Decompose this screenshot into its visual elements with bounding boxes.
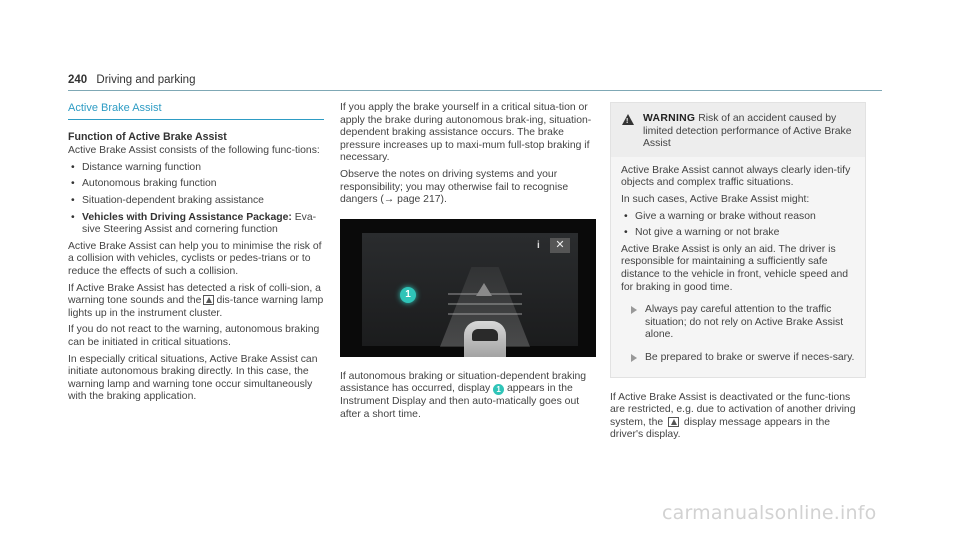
header-rule xyxy=(68,90,882,91)
intro-text: Active Brake Assist consists of the following func-tions: xyxy=(68,145,320,157)
package-text: Eva-sive Steering Assist and cornering function xyxy=(82,211,317,236)
text-fragment: If Active Brake Assist is deactivated or the func-tions are restricted, e.g. due to activation of another driving system, the xyxy=(610,391,856,428)
watermark: carmanualsonline.info xyxy=(662,502,877,524)
callout-badge: 1 xyxy=(400,287,416,303)
list-item: • Give a warning or brake without reason xyxy=(621,211,855,224)
paragraph: In such cases, Active Brake Assist might: xyxy=(621,193,810,205)
car-icon xyxy=(464,321,506,357)
display-panel xyxy=(362,233,578,346)
header-section: Driving and parking xyxy=(96,74,196,86)
page-header xyxy=(68,74,195,86)
column-3 xyxy=(610,102,866,446)
warning-header xyxy=(611,103,865,157)
warning-icon xyxy=(622,114,634,125)
text-fragment: display message appears in the driver's display. xyxy=(610,416,831,441)
list-item xyxy=(68,212,324,237)
paragraph: Active Brake Assist is only an aid. The driver is responsible for maintaining a sufficiently safe distance to the vehicle in front, vehicle speed and for braking in good time. xyxy=(621,243,849,293)
section-title: Active Brake Assist xyxy=(68,102,162,114)
paragraph: If you do not react to the warning, autonomous braking can be initiated in critical situations. xyxy=(68,324,320,348)
instrument-display-image xyxy=(340,219,596,357)
package-label: Vehicles with Driving Assistance Package: xyxy=(82,211,292,223)
instruction-step: Be prepared to brake or swerve if neces-sary. xyxy=(621,352,855,365)
paragraph: Active Brake Assist can help you to minimise the risk of a collision with vehicles, cyclists or pedes-trians or to reduce the effects of such a collision. xyxy=(68,240,322,277)
warning-triangle-icon xyxy=(476,283,492,296)
distance-warning-icon xyxy=(203,295,214,305)
paragraph: Observe the notes on driving systems and your responsibility; you may otherwise fail to recognise dangers (→ page 217). xyxy=(340,168,569,206)
list-item: • Situation-dependent braking assistance xyxy=(68,195,324,208)
road-stripe xyxy=(448,303,522,305)
text-fragment: dis-tance warning lamp lights up in the instrument cluster. xyxy=(68,295,324,319)
info-icon: i xyxy=(537,239,540,251)
close-icon: ✕ xyxy=(550,238,570,253)
paragraph xyxy=(340,371,596,421)
paragraph xyxy=(68,283,324,321)
list-item: • Not give a warning or not brake xyxy=(621,227,855,240)
list-item: • Distance warning function xyxy=(68,162,324,175)
column-2 xyxy=(340,102,596,425)
road-stripe xyxy=(448,313,522,315)
paragraph: If you apply the brake yourself in a critical situa-tion or apply the brake during autonomous brak-ing, situation-dependent braking assistance occurs. The brake pressure increases up to maxi-mum full-stop braking if necessary. xyxy=(340,102,592,164)
instruction-step: Always pay careful attention to the traffic situation; do not rely on Active Brake Assist alone. xyxy=(621,304,855,342)
paragraph xyxy=(610,392,866,442)
column-1 xyxy=(68,102,324,408)
text-fragment: If autonomous braking or situation-dependent braking assistance has occurred, display xyxy=(340,370,587,395)
function-list xyxy=(68,162,324,237)
paragraph: In especially critical situations, Active Brake Assist can initiate autonomous braking directly. In this case, the warning lamp and warning tone occur simultaneously with the braking application. xyxy=(68,353,318,403)
warning-title: Risk of an accident caused by limited detection performance of Active Brake Assist xyxy=(643,113,852,150)
warning-list xyxy=(621,211,855,240)
warning-body xyxy=(611,157,865,377)
text-fragment: appears in the Instrument Display and then auto-matically goes out after a short time. xyxy=(340,383,580,420)
page-number: 240 xyxy=(68,74,88,86)
system-off-icon xyxy=(668,417,679,427)
paragraph: Active Brake Assist cannot always clearly iden-tify objects and complex traffic situations. xyxy=(621,164,851,189)
section-rule xyxy=(68,119,324,120)
text-fragment: If Active Brake Assist has detected a risk of colli-sion, a warning tone sounds and the xyxy=(68,282,321,307)
warning-box xyxy=(610,102,866,378)
function-title: Function of Active Brake Assist xyxy=(68,130,227,143)
warning-label: WARNING xyxy=(643,113,696,124)
callout-badge-inline: 1 xyxy=(493,384,504,395)
list-item: • Autonomous braking function xyxy=(68,178,324,191)
